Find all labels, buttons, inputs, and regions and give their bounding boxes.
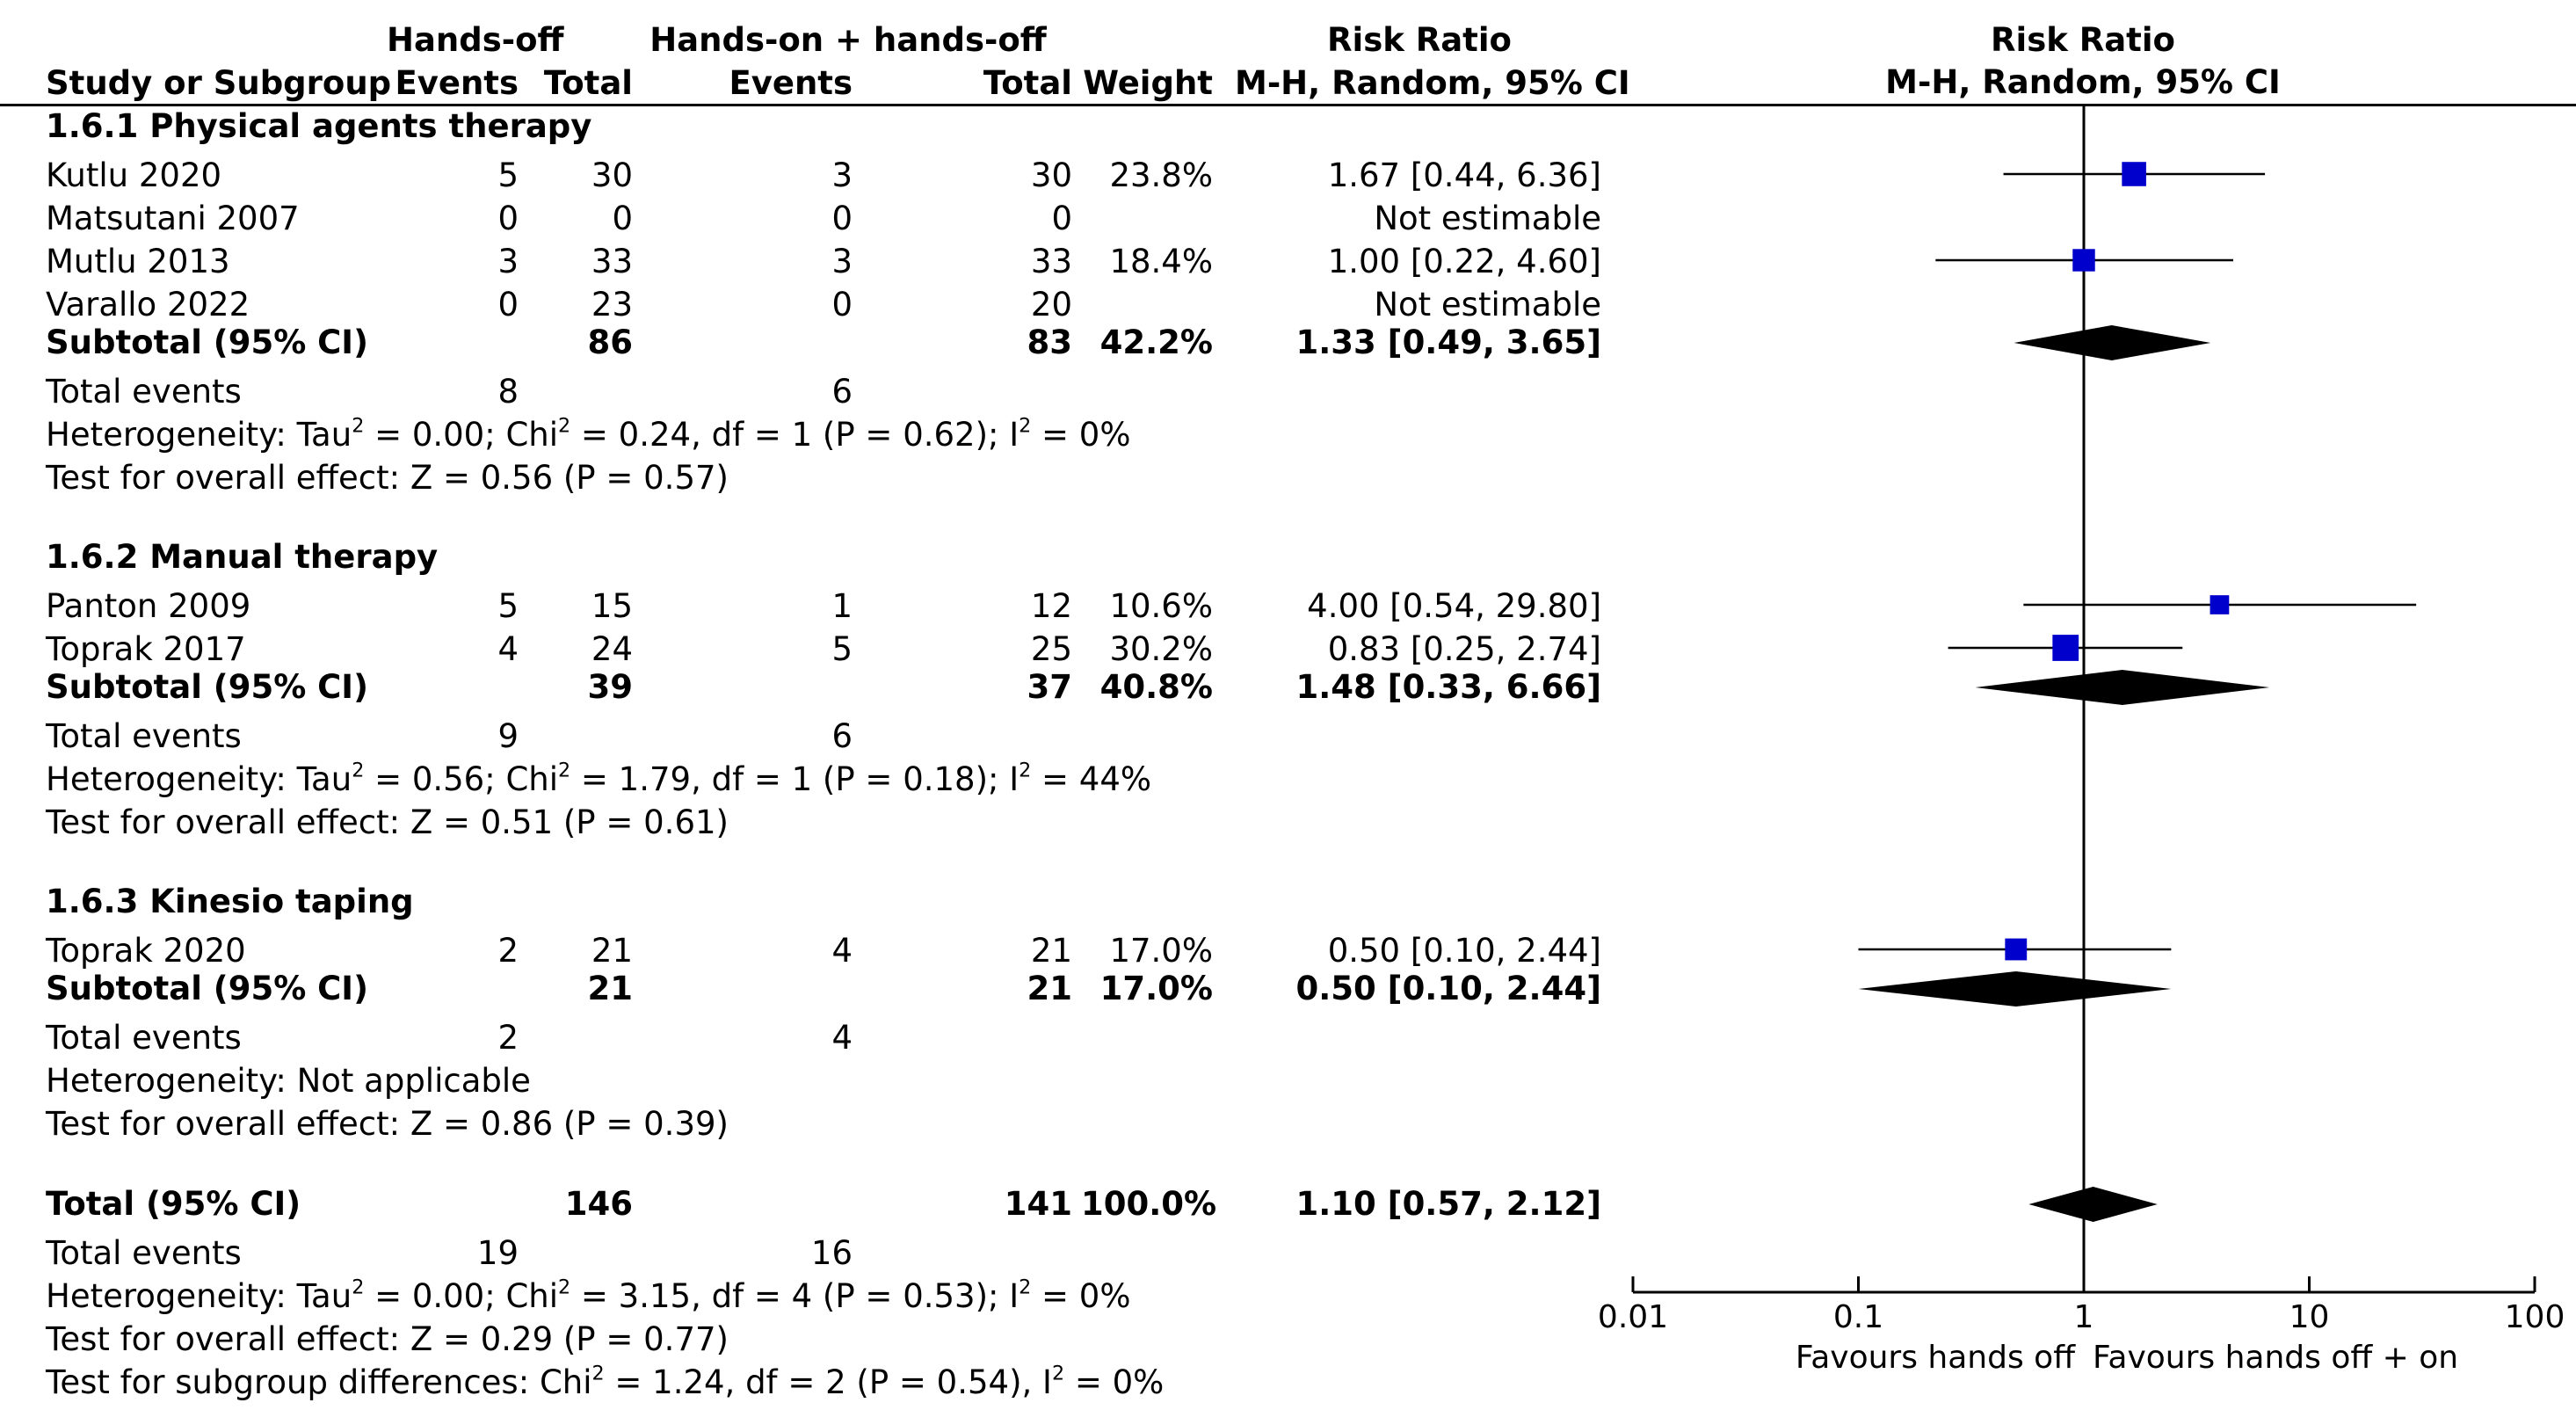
study-marker bbox=[2072, 249, 2094, 271]
study-header: Study or Subgroup bbox=[46, 64, 392, 102]
total-total2: 141 bbox=[1004, 1185, 1072, 1223]
subtotal-weight: 40.8% bbox=[1099, 668, 1213, 706]
total2-cell: 12 bbox=[1030, 587, 1072, 625]
rr-method-header: M-H, Random, 95% CI bbox=[1235, 64, 1630, 102]
total-events2: 6 bbox=[831, 373, 853, 411]
events1-cell: 0 bbox=[497, 286, 519, 323]
study-name: Mutlu 2013 bbox=[46, 243, 230, 280]
weight-cell: 10.6% bbox=[1109, 587, 1213, 625]
pooled-diamond bbox=[1975, 670, 2269, 705]
pooled-diamond bbox=[2014, 325, 2211, 360]
total-label: Total (95% CI) bbox=[46, 1185, 301, 1223]
study-name: Toprak 2017 bbox=[46, 630, 246, 668]
subtotal-weight: 17.0% bbox=[1099, 970, 1213, 1007]
ci-cell: 1.67 [0.44, 6.36] bbox=[1327, 156, 1601, 194]
subgroup-title: 1.6.1 Physical agents therapy bbox=[46, 107, 592, 145]
events2-cell: 1 bbox=[831, 587, 853, 625]
study-marker bbox=[2122, 162, 2146, 186]
study-name: Varallo 2022 bbox=[46, 286, 250, 323]
x-tick-label: 0.1 bbox=[1832, 1299, 1884, 1335]
total-total1: 146 bbox=[564, 1185, 633, 1223]
events1-cell: 2 bbox=[497, 932, 519, 970]
total-events-label: Total events bbox=[46, 717, 242, 755]
x-tick-label: 1 bbox=[2073, 1299, 2094, 1335]
subtotal-label: Subtotal (95% CI) bbox=[46, 323, 368, 361]
subtotal-ci: 1.48 [0.33, 6.66] bbox=[1295, 668, 1601, 706]
x-tick-label: 10 bbox=[2289, 1299, 2330, 1335]
total-weight: 100.0% bbox=[1081, 1185, 1217, 1223]
overall-effect-text: Test for overall effect: Z = 0.51 (P = 0.61) bbox=[46, 803, 729, 841]
total2-cell: 30 bbox=[1030, 156, 1072, 194]
events2-cell: 5 bbox=[831, 630, 853, 668]
events2-cell: 0 bbox=[831, 286, 853, 323]
ci-cell: 1.00 [0.22, 4.60] bbox=[1327, 243, 1601, 280]
total-events1: 8 bbox=[497, 373, 519, 411]
heterogeneity-text: Heterogeneity: Tau$^2$ = 0.00; Chi$^2$ = 0.24, df = 1 (P = 0.62); $I^2 = 0\%$ bbox=[46, 414, 1131, 454]
total-events2: 4 bbox=[831, 1019, 853, 1057]
plot-title: Risk Ratio bbox=[1991, 21, 2175, 59]
total-events-label: Total events bbox=[46, 1234, 242, 1272]
total-events-label: Total events bbox=[46, 373, 242, 411]
study-name: Matsutani 2007 bbox=[46, 200, 300, 237]
rr-title-header: Risk Ratio bbox=[1327, 21, 1512, 59]
total-events1: 19 bbox=[476, 1234, 519, 1272]
subtotal-label: Subtotal (95% CI) bbox=[46, 970, 368, 1007]
total1-cell: 33 bbox=[591, 243, 633, 280]
weight-cell: 23.8% bbox=[1109, 156, 1213, 194]
events2-header: Events bbox=[729, 64, 853, 102]
total1-cell: 21 bbox=[591, 932, 633, 970]
study-name: Panton 2009 bbox=[46, 587, 251, 625]
weight-cell: 18.4% bbox=[1109, 243, 1213, 280]
x-tick-label: 0.01 bbox=[1597, 1299, 1669, 1335]
events1-cell: 5 bbox=[497, 587, 519, 625]
ci-cell: Not estimable bbox=[1374, 286, 1601, 323]
total1-cell: 24 bbox=[591, 630, 633, 668]
heterogeneity-text: Heterogeneity: Not applicable bbox=[46, 1062, 531, 1100]
study-marker bbox=[2005, 939, 2027, 961]
subgroup-title: 1.6.3 Kinesio taping bbox=[46, 883, 414, 920]
total2-header: Total bbox=[983, 64, 1072, 102]
favours-left-label: Favours hands off bbox=[1795, 1340, 2075, 1376]
total1-cell: 30 bbox=[591, 156, 633, 194]
events1-cell: 0 bbox=[497, 200, 519, 237]
total-events2: 16 bbox=[810, 1234, 853, 1272]
events1-header: Events bbox=[395, 64, 519, 102]
ci-cell: Not estimable bbox=[1374, 200, 1601, 237]
study-name: Kutlu 2020 bbox=[46, 156, 222, 194]
subtotal-ci: 0.50 [0.10, 2.44] bbox=[1295, 970, 1601, 1007]
weight-header: Weight bbox=[1083, 64, 1213, 102]
weight-cell: 17.0% bbox=[1109, 932, 1213, 970]
weight-cell: 30.2% bbox=[1109, 630, 1213, 668]
study-marker bbox=[2052, 635, 2079, 661]
heterogeneity-text: Heterogeneity: Tau$^2$ = 0.00; Chi$^2$ = 3.15, df = 4 (P = 0.53); $I^2 = 0\%$ bbox=[46, 1276, 1131, 1315]
events2-cell: 3 bbox=[831, 243, 853, 280]
total-events1: 9 bbox=[497, 717, 519, 755]
subtotal-total1: 39 bbox=[587, 668, 633, 706]
total2-cell: 33 bbox=[1030, 243, 1072, 280]
events2-cell: 3 bbox=[831, 156, 853, 194]
heterogeneity-text: Heterogeneity: Tau$^2$ = 0.56; Chi$^2$ = 1.79, df = 1 (P = 0.18); $I^2 = 44\%$ bbox=[46, 759, 1152, 798]
total1-header: Total bbox=[543, 64, 633, 102]
total2-cell: 0 bbox=[1051, 200, 1072, 237]
group1-header: Hands-off bbox=[387, 21, 564, 59]
subgroup-differences-text: Test for subgroup differences: Chi$^2$ = 1.24, df = 2 (P = 0.54), $I^2 = 0\%$ bbox=[46, 1362, 1165, 1401]
overall-effect-text: Test for overall effect: Z = 0.29 (P = 0.77) bbox=[46, 1320, 729, 1358]
subtotal-ci: 1.33 [0.49, 3.65] bbox=[1295, 323, 1601, 361]
total2-cell: 21 bbox=[1030, 932, 1072, 970]
subtotal-weight: 42.2% bbox=[1099, 323, 1213, 361]
subtotal-label: Subtotal (95% CI) bbox=[46, 668, 368, 706]
total1-cell: 23 bbox=[591, 286, 633, 323]
favours-right-label: Favours hands off + on bbox=[2093, 1340, 2459, 1376]
events1-cell: 3 bbox=[497, 243, 519, 280]
total-events2: 6 bbox=[831, 717, 853, 755]
total2-cell: 20 bbox=[1030, 286, 1072, 323]
ci-cell: 0.50 [0.10, 2.44] bbox=[1327, 932, 1601, 970]
study-marker bbox=[2210, 595, 2230, 614]
total-ci: 1.10 [0.57, 2.12] bbox=[1295, 1185, 1601, 1223]
overall-effect-text: Test for overall effect: Z = 0.56 (P = 0.57) bbox=[46, 459, 729, 497]
total1-cell: 15 bbox=[591, 587, 633, 625]
events1-cell: 5 bbox=[497, 156, 519, 194]
events2-cell: 4 bbox=[831, 932, 853, 970]
subtotal-total1: 21 bbox=[587, 970, 633, 1007]
ci-cell: 0.83 [0.25, 2.74] bbox=[1327, 630, 1601, 668]
group2-header: Hands-on + hands-off bbox=[649, 21, 1047, 59]
total2-cell: 25 bbox=[1030, 630, 1072, 668]
total-events1: 2 bbox=[497, 1019, 519, 1057]
pooled-diamond bbox=[2028, 1187, 2157, 1222]
pooled-diamond bbox=[1859, 971, 2172, 1007]
study-name: Toprak 2020 bbox=[46, 932, 246, 970]
subtotal-total2: 37 bbox=[1027, 668, 1072, 706]
events1-cell: 4 bbox=[497, 630, 519, 668]
ci-cell: 4.00 [0.54, 29.80] bbox=[1307, 587, 1601, 625]
events2-cell: 0 bbox=[831, 200, 853, 237]
subgroup-title: 1.6.2 Manual therapy bbox=[46, 538, 439, 576]
overall-effect-text: Test for overall effect: Z = 0.86 (P = 0.39) bbox=[46, 1105, 729, 1143]
subtotal-total2: 21 bbox=[1027, 970, 1072, 1007]
total-events-label: Total events bbox=[46, 1019, 242, 1057]
total1-cell: 0 bbox=[612, 200, 633, 237]
subtotal-total1: 86 bbox=[587, 323, 633, 361]
x-tick-label: 100 bbox=[2504, 1299, 2565, 1335]
plot-subtitle: M-H, Random, 95% CI bbox=[1885, 63, 2281, 101]
subtotal-total2: 83 bbox=[1027, 323, 1072, 361]
